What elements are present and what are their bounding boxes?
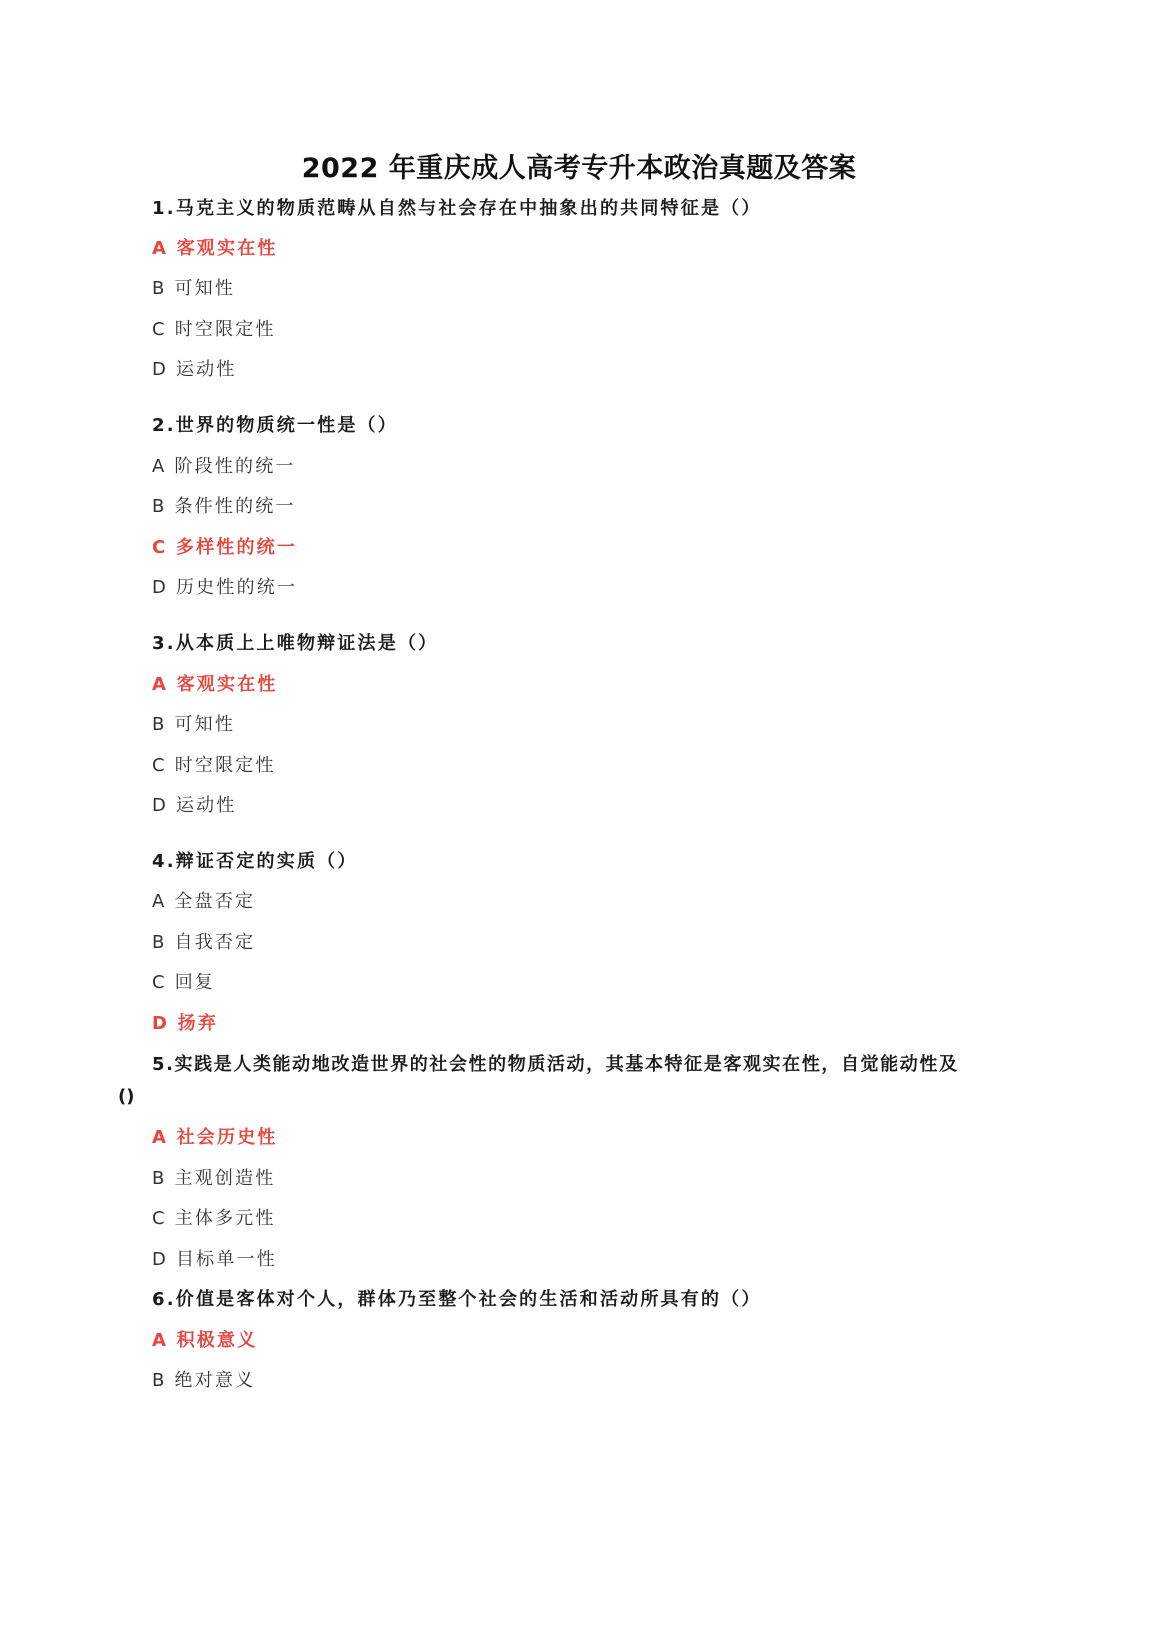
question-4-option-a: A 全盘否定: [152, 891, 256, 912]
question-1-stem: 1.马克主义的物质范畴从自然与社会存在中抽象出的共同特征是（）: [152, 198, 762, 219]
question-6-option-b: B 绝对意义: [152, 1370, 256, 1391]
question-3-option-a: A 客观实在性: [152, 674, 278, 695]
question-1-option-b: B 可知性: [152, 278, 236, 299]
question-6-stem: 6.价值是客体对个人，群体乃至整个社会的生活和活动所具有的（）: [152, 1289, 762, 1310]
question-6-option-a: A 积极意义: [152, 1330, 258, 1351]
question-3-option-c: C 时空限定性: [152, 755, 276, 776]
question-5-stem-continuation: (): [118, 1086, 135, 1107]
question-1-option-c: C 时空限定性: [152, 319, 276, 340]
question-2-option-a: A 阶段性的统一: [152, 456, 296, 477]
question-5-option-a: A 社会历史性: [152, 1127, 278, 1148]
question-2-option-b: B 条件性的统一: [152, 496, 296, 517]
question-3-stem: 3.从本质上上唯物辩证法是（）: [152, 633, 439, 654]
question-4-option-b: B 自我否定: [152, 932, 256, 953]
question-3-option-b: B 可知性: [152, 714, 236, 735]
question-4-option-c: C 回复: [152, 972, 216, 993]
question-2-option-d: D 历史性的统一: [152, 577, 298, 598]
question-5-option-b: B 主观创造性: [152, 1168, 276, 1189]
question-3-option-d: D 运动性: [152, 795, 237, 816]
question-4-stem: 4.辩证否定的实质（）: [152, 851, 358, 872]
question-5-option-d: D 目标单一性: [152, 1249, 277, 1270]
question-5-option-c: C 主体多元性: [152, 1208, 276, 1229]
question-2-option-c: C 多样性的统一: [152, 537, 298, 558]
document-title: 2022 年重庆成人高考专升本政治真题及答案: [301, 153, 857, 184]
question-5-stem: 5.实践是人类能动地改造世界的社会性的物质活动，其基本特征是客观实在性，自觉能动性及: [152, 1054, 959, 1075]
question-2-stem: 2.世界的物质统一性是（）: [152, 415, 398, 436]
question-1-option-a: A 客观实在性: [152, 238, 278, 259]
question-1-option-d: D 运动性: [152, 359, 237, 380]
question-4-option-d: D 扬弃: [152, 1013, 219, 1034]
